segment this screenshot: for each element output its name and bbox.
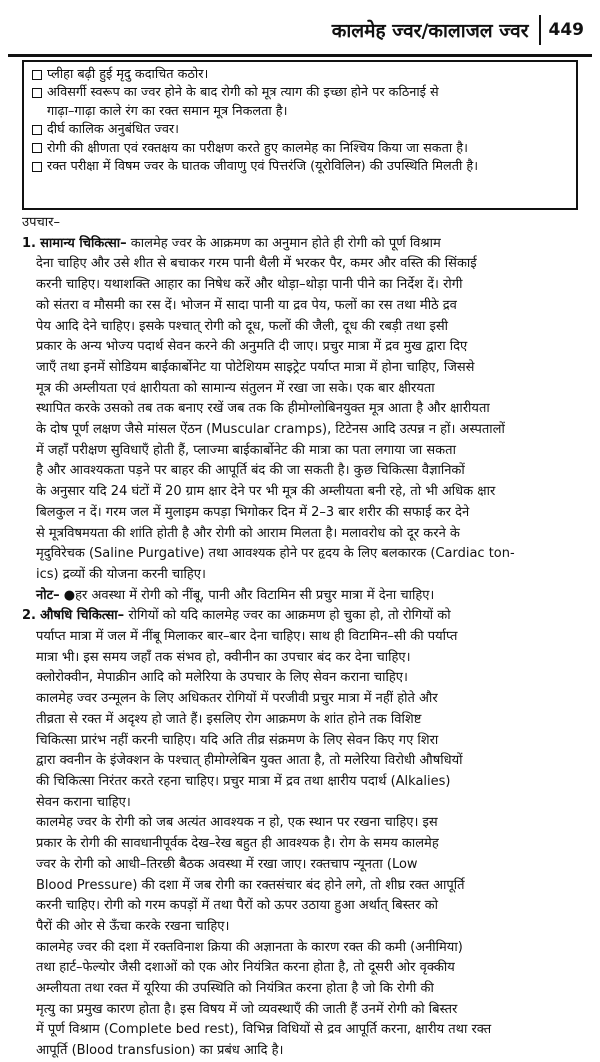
para2-body [22, 627, 578, 1062]
box-item [32, 121, 568, 139]
page-number: 449 [548, 20, 584, 40]
para1-note [22, 586, 578, 607]
page-header [8, 6, 592, 57]
text-line: जाएँ तथा इनमें सोडियम बाईकार्बोनेट या पोटेशियम साइट्रेट पर्याप्त मात्रा में होना चाहिए, जिससे [36, 359, 475, 375]
note-text: ●हर अवस्था में रोगी को नींबू, पानी और विटामिन सी प्रचुर मात्रा में देना चाहिए। [59, 587, 435, 603]
para1-number: 1. [22, 235, 36, 251]
box-item-text: गाढ़ा–गाढ़ा काले रंग का रक्त समान मूत्र निकलता है। [47, 103, 288, 119]
text-line: तथा हार्ट–फेल्योर जैसी दशाओं को एक ओर नियंत्रित करना होता है, तो दूसरी ओर वृक्कीय [36, 960, 455, 976]
box-item [32, 140, 568, 158]
box-item-text: प्लीहा बढ़ी हुई मृदु कदाचित कठोर। [47, 67, 209, 82]
box-item-text: दीर्घ कालिक अनुबंधित ज्वर। [47, 122, 180, 138]
para1-first-line [22, 234, 578, 255]
para2-number: 2. [22, 608, 36, 624]
text-line: देना चाहिए और उसे शीत से बचाकर गरम पानी थैली में भरकर पैर, कमर और वस्ति की सिंकाई [36, 256, 477, 272]
checkbox-bullet-icon [32, 88, 42, 98]
symptoms-box [22, 60, 578, 210]
text-line: चिकित्सा प्रारंभ नहीं करनी चाहिए। यदि अति तीव्र संक्रमण के लिए सेवन किए गए शिरा [36, 732, 439, 748]
text-line: करनी चाहिए। रोगी को गरम कपड़ों में तथा पैरों को ऊपर उठाया हुआ अर्थात् बिस्तर को [36, 898, 438, 914]
text-line: बिलकुल न दें। गरम जल में मुलाइम कपड़ा भिगोकर दिन में 2–3 बार शरीर की सफाई कर देने [36, 504, 470, 520]
checkbox-bullet-icon [32, 125, 42, 135]
text-line: के अनुसार यदि 24 घंटों में 20 ग्राम क्षार देने पर भी मूत्र की अम्लीयता बनी रहे, तो भी अधिक क्षार [36, 484, 496, 500]
text-line: प्रकार के अन्य भोज्य पदार्थ सेवन करने की अनुमति दी जाए। प्रचुर मात्रा में द्रव मुख द्वारा दिए [36, 339, 468, 355]
text-line: में पूर्ण विश्राम (Complete bed rest), विभिन्न विधियों से द्रव आपूर्ति करना, क्षारीय तथा रक्त [36, 1022, 492, 1038]
text-line: मृत्यु का प्रमुख कारण होता है। इस विषय में जो व्यवस्थाएँ की जाती हैं उनमें रोगी को बिस्तर [36, 1001, 458, 1017]
text-line: ics) द्रव्यों की योजना करनी चाहिए। [36, 566, 206, 582]
box-item-text: अविसर्गी स्वरूप का ज्वर होने के बाद रोगी को मूत्र त्याग की इच्छा होने पर कठिनाई से [47, 85, 439, 101]
text-line: कालमेह ज्वर उन्मूलन के लिए अधिकतर रोगियों में परजीवी प्रचुर मात्रा में नहीं होते और [36, 691, 438, 707]
text-line: से मूत्रविषमयता की शांति होती है और रोगी को आराम मिलता है। मलावरोध को दूर करने के [36, 525, 460, 541]
text-line: सेवन कराना चाहिए। [36, 794, 131, 810]
text-line: आपूर्ति (Blood transfusion) का प्रबंध आदि है। [36, 1043, 284, 1059]
checkbox-bullet-icon [32, 162, 42, 172]
text-line: प्रकार के रोगी की सावधानीपूर्वक देख–रेख बहुत ही आवश्यक है। रोग के समय कालमेह [36, 836, 439, 852]
box-item [32, 66, 568, 84]
text-line: मृदुविरेचक (Saline Purgative) तथा आवश्यक होने पर हृदय के लिए बलकारक (Cardiac ton- [36, 546, 515, 562]
text-line: तीव्रता से रक्त में अदृश्य हो जाते हैं। इसलिए रोग आक्रमण के शांत होने तक विशिष्ट [36, 711, 422, 727]
note-label: नोट– [36, 587, 60, 603]
box-item [32, 84, 568, 102]
text-line: मात्रा भी। इस समय जहाँ तक संभव हो, क्वीनीन का उपचार बंद कर देना चाहिए। [36, 649, 411, 665]
running-title: कालमेह ज्वर/कालाजल ज्वर [331, 20, 529, 42]
text-line: के दोष पूर्ण लक्षण जैसे मांसल ऐंठन (Muscular cramps), टिटेनस आदि उत्पन्न न हों। अस्पतालों [36, 422, 505, 438]
text-line: की चिकित्सा निरंतर करते रहना चाहिए। प्रचुर मात्रा में द्रव तथा क्षारीय पदार्थ (Alkalies) [36, 773, 451, 789]
text-line: पर्याप्त मात्रा में जल में नींबू मिलाकर बार–बार देना चाहिए। साथ ही विटामिन–सी की पर्याप्त [36, 629, 458, 645]
page-body [22, 213, 578, 1062]
text-line: कालमेह ज्वर के रोगी को जब अत्यंत आवश्यक न हो, एक स्थान पर रखना चाहिए। इस [36, 815, 438, 831]
text-line: को संतरा व मौसमी का रस दें। भोजन में सादा पानी या द्रव पेय, फलों का रस तथा मीठे द्रव [36, 297, 457, 313]
text-line: Blood Pressure) की दशा में जब रोगी का रक्तसंचार बंद होने लगे, तो शीघ्र रक्त आपूर्ति [36, 877, 465, 893]
checkbox-bullet-icon [32, 70, 42, 80]
para1-body [22, 254, 578, 585]
text-line: अम्लीयता तथा रक्त में यूरिया की उपस्थिति को नियंत्रित करना होता है जो कि रोगी की [36, 981, 434, 997]
box-item-text: रोगी की क्षीणता एवं रक्तक्षय का परीक्षण करते हुए कालमेह का निश्चिय किया जा सकता है। [47, 140, 468, 156]
text-line: करनी चाहिए। यथाशक्ति आहार का निषेध करें और थोड़ा–थोड़ा पानी पीने का निर्देश दें। रोगी [36, 277, 463, 293]
text-line: मूत्र की अम्लीयता एवं क्षारीयता को सामान्य संतुलन में रखा जा सके। एक बार क्षीरयता [36, 380, 435, 396]
para2-heading: औषधि चिकित्सा– [40, 608, 125, 624]
para2-first-text: रोगियों को यदि कालमेह ज्वर का आक्रमण हो चुका हो, तो रोगियों को [124, 608, 451, 624]
para1-heading: सामान्य चिकित्सा– [40, 235, 127, 251]
text-line: है और आवश्यकता पड़ने पर बाहर की आपूर्ति बंद की जा सकती है। कुछ चिकित्सा वैज्ञानिकों [36, 463, 465, 479]
text-line: पैरों की ओर से ऊँचा करके रखना चाहिए। [36, 918, 230, 934]
box-item [32, 158, 568, 176]
text-line: ज्वर के रोगी को आधी–तिरछी बैठक अवस्था में रखा जाए। रक्तचाप न्यूनता (Low [36, 856, 418, 872]
box-item-text: रक्त परीक्षा में विषम ज्वर के घातक जीवाणु एवं पित्तरंजि (यूरोविलिन) की उपस्थिति मिलती है। [47, 159, 479, 175]
text-line: द्वारा क्वनीन के इंजेक्शन के पश्चात् हीमोग्लेबिन युक्त आता है, तो मलेरिया विरोधी औषधियों [36, 753, 463, 769]
para1-first-text: कालमेह ज्वर के आक्रमण का अनुमान होते ही रोगी को पूर्ण विश्राम [126, 235, 441, 251]
section-heading: उपचार– [22, 215, 60, 230]
text-line: में जहाँ परीक्षण सुविधाएँ होती हैं, प्लाज्मा बाईकार्बोनेट की मात्रा का पता लगाया जा सकता [36, 442, 456, 458]
text-line: क्लोरोक्वीन, मेपाक्रीन आदि को मलेरिया के उपचार के लिए सेवन कराना चाहिए। [36, 670, 408, 686]
text-line: कालमेह ज्वर की दशा में रक्तविनाश क्रिया की अज्ञानता के कारण रक्त की कमी (अनीमिया) [36, 939, 463, 955]
checkbox-bullet-icon [32, 143, 42, 153]
para2-first-line [22, 606, 578, 627]
text-line: पेय आदि देने चाहिए। इसके पश्चात् रोगी को दूध, फलों की जैली, दूध की रबड़ी तथा इसी [36, 318, 449, 334]
box-item [32, 103, 568, 121]
text-line: स्थापित करके उसको तब तक बनाए रखें जब तक कि हीमोग्लोबिनयुक्त मूत्र आता है और क्षारीयता [36, 401, 490, 417]
